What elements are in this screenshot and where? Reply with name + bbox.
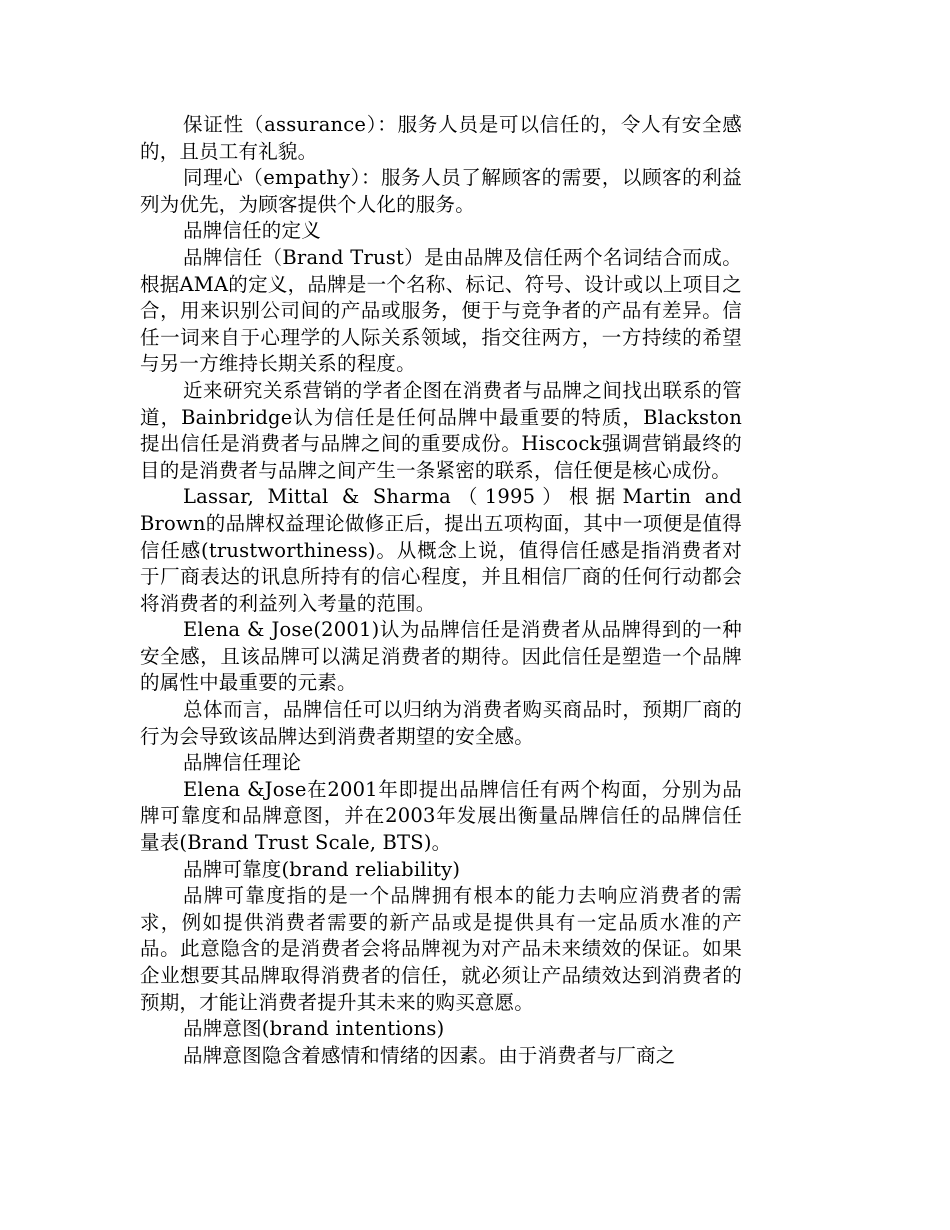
document-page (140, 112, 742, 1069)
heading-brand-reliability: 品牌可靠度(brand reliability) (183, 857, 461, 881)
paragraph-relationship-marketing: 近来研究关系营销的学者企图在消费者与品牌之间找出联系的管道，Bainbridge认为信任是任何品牌中最重要的特质，Blackston提出信任是消费者与品牌之间的重要成份。Hiscock强调营销最终的目的是消费者与品牌之间产生一条紧密的联系，信任便是核心成份。 (140, 378, 742, 482)
paragraph-brand-trust-definition: 品牌信任（Brand Trust）是由品牌及信任两个名词结合而成。根据AMA的定义，品牌是一个名称、标记、符号、设计或以上项目之合，用来识别公司间的产品或服务，便于与竞争者的产品有差异。信任一词来自于心理学的人际关系领域，指交往两方，一方持续的希望与另一方维持长期关系的程度。 (140, 245, 742, 376)
heading-brand-trust-definition: 品牌信任的定义 (183, 219, 321, 243)
paragraph-summary: 总体而言，品牌信任可以归纳为消费者购买商品时，预期厂商的行为会导致该品牌达到消费者期望的安全感。 (140, 698, 742, 748)
paragraph-elena-jose-2001: Elena & Jose(2001)认为品牌信任是消费者从品牌得到的一种安全感，且该品牌可以满足消费者的期待。因此信任是塑造一个品牌的属性中最重要的元素。 (140, 618, 742, 695)
paragraph-lassar-mittal-sharma: Lassar, Mittal & Sharma（1995）根据Martin and Brown的品牌权益理论做修正后，提出五项构面，其中一项便是值得信任感(trustworthiness)。从概念上说，值得信任感是指消费者对于厂商表达的讯息所持有的信心程度，并且相信厂商的任何行动都会将消费者的利益列入考量的范围。 (140, 485, 742, 615)
paragraph-brand-intentions: 品牌意图隐含着感情和情绪的因素。由于消费者与厂商之 (183, 1043, 676, 1067)
heading-brand-intentions: 品牌意图(brand intentions) (183, 1017, 445, 1041)
paragraph-assurance: 保证性（assurance）：服务人员是可以信任的，令人有安全感的，且员工有礼貌。 (140, 113, 742, 163)
paragraph-brand-trust-theory: Elena &Jose在2001年即提出品牌信任有两个构面，分别为品牌可靠度和品牌意图，并在2003年发展出衡量品牌信任的品牌信任量表(Brand Trust Scale, BTS)。 (140, 777, 742, 855)
heading-brand-trust-theory: 品牌信任理论 (183, 751, 302, 775)
paragraph-empathy: 同理心（empathy）：服务人员了解顾客的需要，以顾客的利益列为优先，为顾客提供个人化的服务。 (140, 166, 742, 216)
paragraph-brand-reliability: 品牌可靠度指的是一个品牌拥有根本的能力去响应消费者的需求，例如提供消费者需要的新产品或是提供具有一定品质水准的产品。此意隐含的是消费者会将品牌视为对产品未来绩效的保证。如果企业想要其品牌取得消费者的信任，就必须让产品绩效达到消费者的预期，才能让消费者提升其未来的购买意愿。 (140, 884, 742, 1014)
